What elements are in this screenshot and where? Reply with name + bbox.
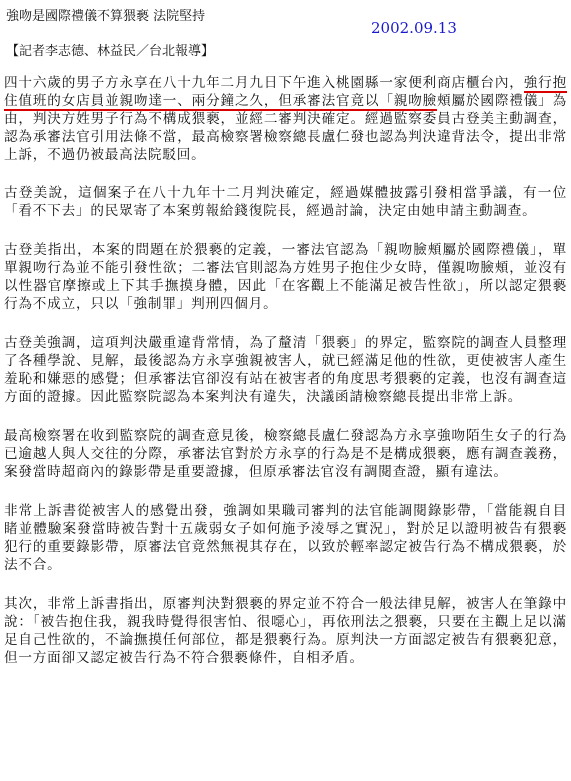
body-paragraph: 非常上訴書從被害人的感覺出發，強調如果職司審判的法官能調閱錄影帶，「當能親自目睹並體驗案發當時被告對十五歲弱女子如何施予淩辱之實況」，對於足以證明被告有猥褻犯行的重要錄影帶，原審法官竟然無視其存在，以致於輕率認定被告行為不構成猥褻，於法不合。 [4,503,567,573]
article-headline: 強吻是國際禮儀不算猥褻 法院堅持 [6,9,206,24]
body-paragraph: 古登美指出，本案的問題在於猥褻的定義，一審法官認為「親吻臉頰屬於國際禮儀」，單單親吻行為並不能引發性欲；二審法官則認為方姓男子抱住少女時，僅親吻臉頰，並沒有以性器官摩擦或上下其手撫摸身體，因此「在客觀上不能滿足被告性欲」，所以認定猥褻行為不成立，只以「強制罪」判刑四個月。 [4,242,567,312]
lead-text-end: 頰屬於國際禮儀」為由，判決方姓男子行為不構成猥褻，並經二審判決確定。經過監察委員古登美主動調查，認為承審法官引用法條不當，最高檢察署檢察總長盧仁發也認為判決違背法令，提出非常上訴，不過仍被最高法院駁回。 [4,93,567,163]
lead-text-start: 四十六歲的男子方永享在八十九年二月九日下午進入桃園縣一家便利商店櫃台內， [4,75,524,91]
highlighted-sentence: 強行抱住值班的女店員並親吻達一、兩分鐘之久，但承審法官竟以「親吻臉 [4,75,568,109]
body-paragraph: 其次，非常上訴書指出，原審判決對猥褻的界定並不符合一般法律見解，被害人在筆錄中說：「被告抱住我，親我時覺得很害怕、很噁心」，再依刑法之猥褻，只要在主觀上足以滿足自己性欲的，不論撫摸任何部位，都是猥褻行為。原判決一方面認定被告有猥褻犯意，但一方面卻又認定被告行為不符合猥褻條件，自相矛盾。 [4,596,567,666]
body-paragraph: 最高檢察署在收到監察院的調查意見後，檢察總長盧仁發認為方永享強吻陌生女子的行為已逾越人與人交往的分際，承審法官對於方永享的行為是不是構成猥褻，應有調查義務，案發當時超商內的錄影帶是重要證據，但原承審法官沒有調閱查證，顯有違法。 [4,428,567,480]
publish-date: 2002.09.13 [371,19,457,37]
article-body [4,74,567,688]
byline: 【記者李志德、林益民／台北報導】 [6,44,215,59]
lead-paragraph [4,74,567,164]
body-paragraph: 古登美強調，這項判決嚴重違背常情，為了釐清「猥褻」的界定，監察院的調查人員整理了各種學說、見解，最後認為方永享強親被害人，就已經滿足他的性欲，更使被害人產生羞恥和嫌惡的感覺；但承審法官卻沒有站在被害者的角度思考猥褻的定義，也沒有調查這方面的證據。因此監察院認為本案判決有違失，決議函請檢察總長提出非常上訴。 [4,335,567,405]
body-paragraph: 古登美說，這個案子在八十九年十二月判決確定，經過媒體披露引發相當爭議，有一位「看不下去」的民眾寄了本案剪報給錢復院長，經過討論，決定由她申請主動調查。 [4,185,567,219]
